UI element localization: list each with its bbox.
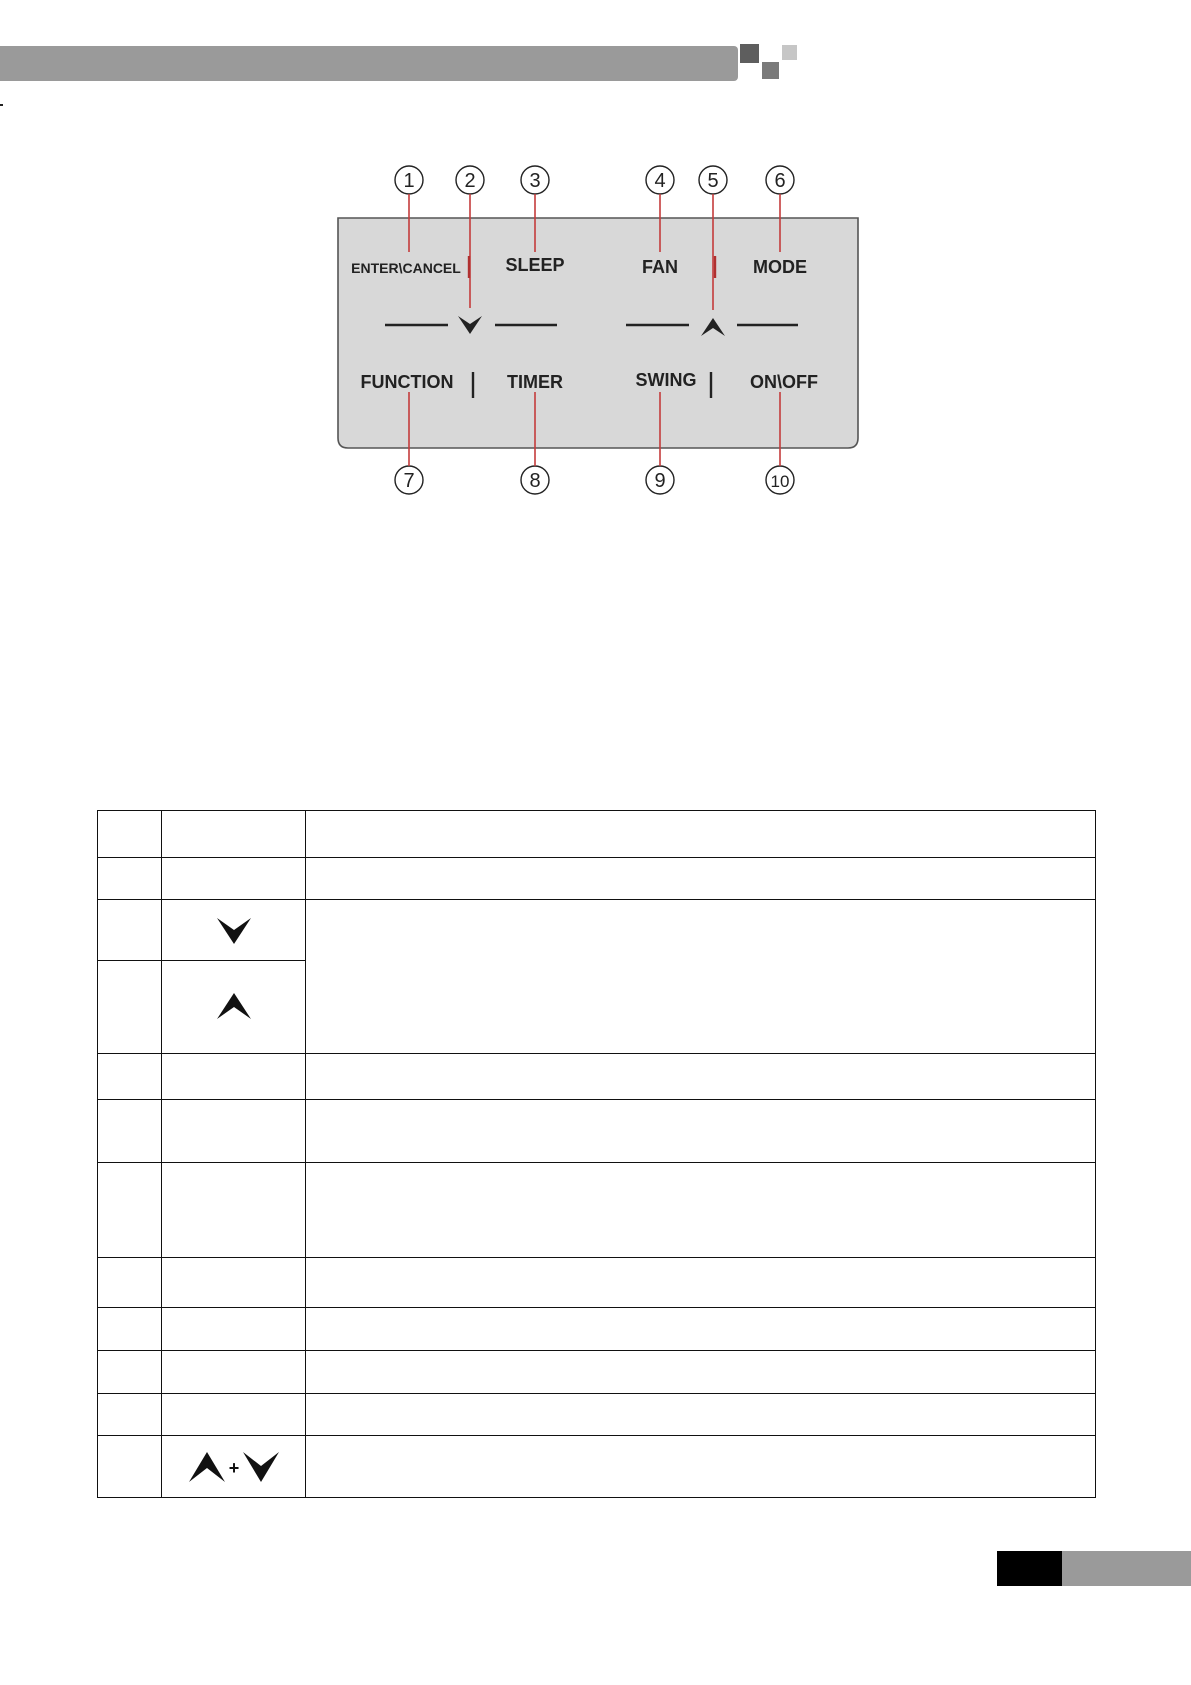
footer-gray-bar: [1062, 1551, 1191, 1586]
chevron-up-plus-down-icon: [189, 1448, 279, 1486]
table-row: [98, 1308, 1096, 1351]
callout-number-7: 7: [403, 470, 415, 492]
table-cell: [306, 811, 1096, 858]
table-cell: [98, 1308, 162, 1351]
table-row: [98, 1100, 1096, 1163]
table-cell: [306, 1308, 1096, 1351]
table-cell: [306, 1258, 1096, 1308]
header-decor-square: [782, 45, 797, 60]
table-cell: [162, 1100, 306, 1163]
header-bar: [0, 46, 738, 81]
table-cell: [98, 1436, 162, 1498]
table-cell: [162, 900, 306, 961]
function-table: [97, 810, 1096, 1498]
callout-number-3: 3: [529, 170, 541, 192]
callout-number-10: 10: [770, 472, 790, 491]
table-cell: [98, 1100, 162, 1163]
table-cell: [162, 1351, 306, 1394]
mode-label: MODE: [753, 257, 807, 277]
table-cell: [162, 1436, 306, 1498]
table-cell: [98, 1163, 162, 1258]
timer-label: TIMER: [507, 372, 563, 392]
header-decor-square: [762, 62, 779, 79]
table-row: [98, 1394, 1096, 1436]
table-cell: [162, 1258, 306, 1308]
table-cell: [306, 1394, 1096, 1436]
header-decor-square: [740, 44, 759, 63]
table-cell: [162, 811, 306, 858]
table-cell: [162, 961, 306, 1054]
enter-cancel-label: ENTER\CANCEL: [351, 260, 461, 276]
callout-number-6: 6: [774, 170, 786, 192]
callout-number-8: 8: [529, 470, 541, 492]
callout-number-1: 1: [403, 170, 415, 192]
table-row: [98, 858, 1096, 900]
table-cell: [98, 811, 162, 858]
function-label: FUNCTION: [360, 372, 454, 392]
callout-number-2: 2: [464, 170, 476, 192]
swing-label: SWING: [635, 370, 697, 390]
table-cell: [98, 1394, 162, 1436]
table-cell: [98, 900, 162, 961]
table-cell: [98, 1054, 162, 1100]
table-cell: [162, 1308, 306, 1351]
table-cell: [306, 858, 1096, 900]
table-cell: [306, 900, 1096, 1054]
table-cell: [98, 1351, 162, 1394]
table-cell: [98, 858, 162, 900]
table-row: [98, 1436, 1096, 1498]
table-cell: [306, 1436, 1096, 1498]
table-cell: [98, 1258, 162, 1308]
footer-black-block: [997, 1551, 1062, 1586]
table-cell: [162, 858, 306, 900]
table-row: [98, 1351, 1096, 1394]
combo-plus-symbol: +: [228, 1457, 239, 1478]
table-row: [98, 1258, 1096, 1308]
margin-mark: [0, 104, 3, 106]
callout-number-5: 5: [707, 170, 719, 192]
on-off-label: ON\OFF: [750, 372, 818, 392]
table-row: [98, 1054, 1096, 1100]
table-cell: [306, 1163, 1096, 1258]
table-cell: [98, 961, 162, 1054]
chevron-down-icon: [216, 914, 252, 946]
callout-number-9: 9: [654, 470, 666, 492]
table-row: [98, 1163, 1096, 1258]
table-cell: [162, 1394, 306, 1436]
chevron-up-icon: [216, 991, 252, 1023]
sleep-label: SLEEP: [505, 255, 565, 275]
table-cell: [306, 1054, 1096, 1100]
table-cell: [162, 1054, 306, 1100]
table-header-row: [98, 811, 1096, 858]
table-cell: [162, 1163, 306, 1258]
table-row: [98, 900, 1096, 961]
control-panel-diagram: [320, 160, 880, 505]
table-cell: [306, 1100, 1096, 1163]
table-cell: [306, 1351, 1096, 1394]
callout-number-4: 4: [654, 170, 666, 192]
fan-label: FAN: [642, 257, 678, 277]
